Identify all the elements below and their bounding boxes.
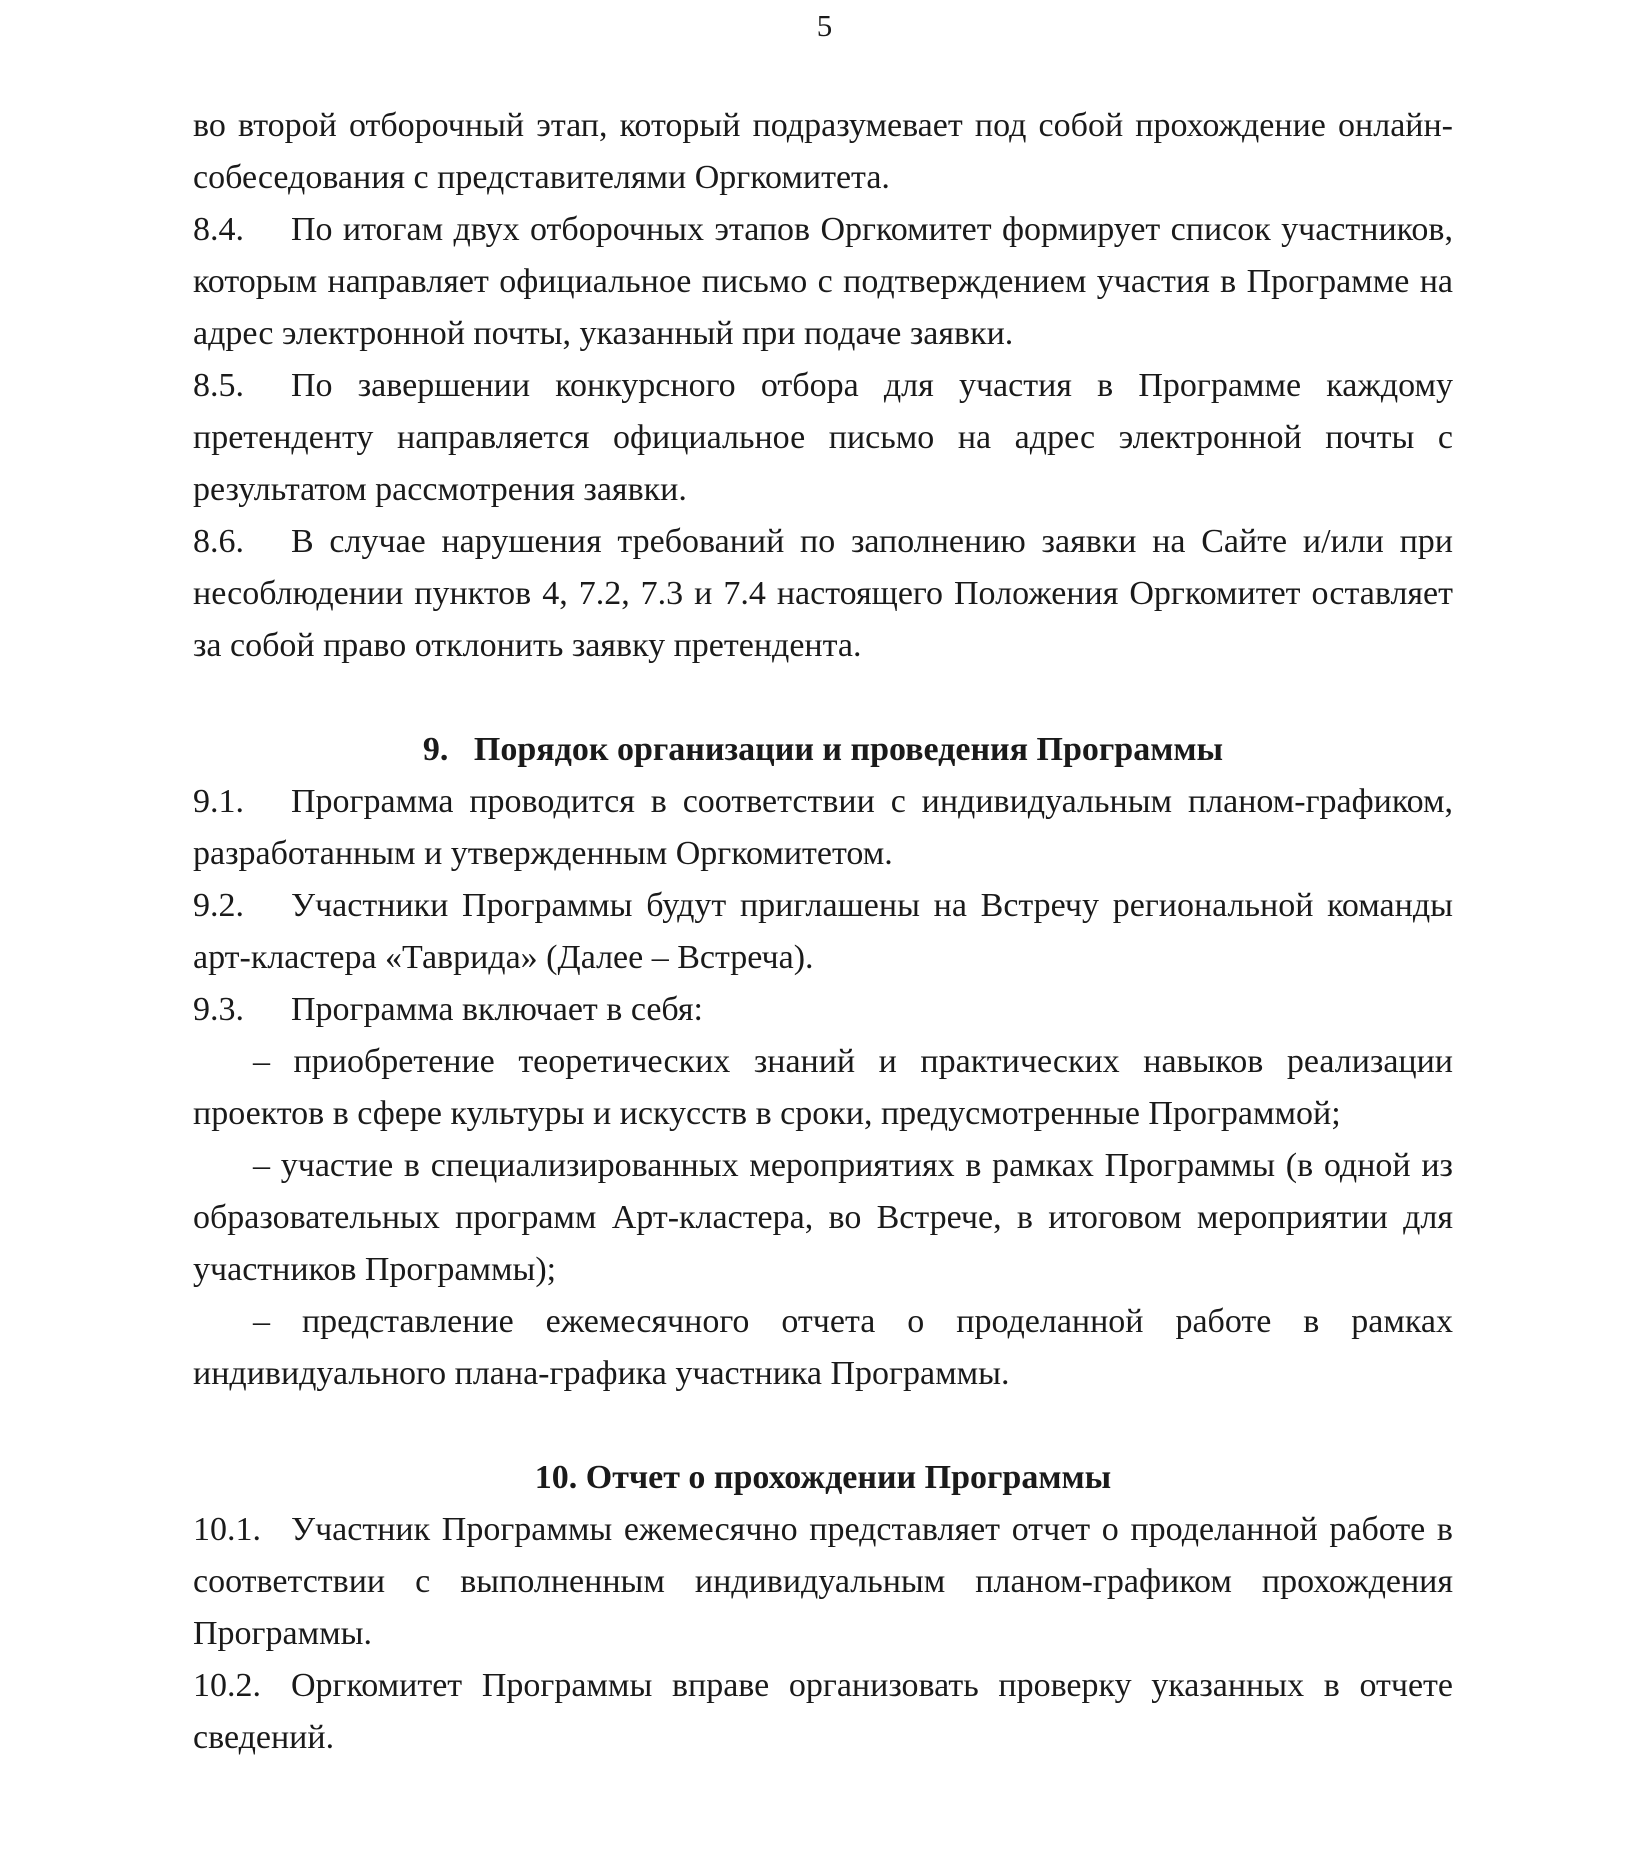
paragraph-9-2	[193, 880, 1453, 984]
paragraph-text: во второй отборочный этап, который подразумевает под собой прохождение онлайн-собеседования с представителями Оргкомитета.	[193, 107, 1453, 196]
paragraph-number: 8.5.	[193, 367, 244, 404]
paragraph-number: 8.6.	[193, 523, 244, 560]
paragraph-8-5	[193, 360, 1453, 516]
paragraph-continuation	[193, 100, 1453, 204]
paragraph-text: Участник Программы ежемесячно представляет отчет о проделанной работе в соответствии с выполненным индивидуальным планом-графиком прохождения Программы.	[193, 1511, 1453, 1652]
paragraph-text: Программа включает в себя:	[291, 991, 703, 1028]
paragraph-number: 9.1.	[193, 783, 244, 820]
paragraph-number: 10.2.	[193, 1667, 261, 1704]
paragraph-number: 9.2.	[193, 887, 244, 924]
document-body	[193, 100, 1453, 1764]
paragraph-9-1	[193, 776, 1453, 880]
paragraph-text: Участники Программы будут приглашены на Встречу региональной команды арт-кластера «Таврида» (Далее – Встреча).	[193, 887, 1453, 976]
paragraph-text: Оргкомитет Программы вправе организовать проверку указанных в отчете сведений.	[193, 1667, 1453, 1756]
paragraph-text: По завершении конкурсного отбора для участия в Программе каждому претенденту направляется официальное письмо на адрес электронной почты с результатом рассмотрения заявки.	[193, 367, 1453, 508]
paragraph-number: 10.1.	[193, 1511, 261, 1548]
paragraph-number: 8.4.	[193, 211, 244, 248]
list-item: – приобретение теоретических знаний и практических навыков реализации проектов в сфере культуры и искусств в сроки, предусмотренные Программой;	[193, 1043, 1453, 1132]
paragraph-10-1	[193, 1504, 1453, 1660]
section-10-heading: 10. Отчет о прохождении Программы	[534, 1459, 1112, 1496]
paragraph-10-2	[193, 1660, 1453, 1764]
paragraph-9-3	[193, 984, 1453, 1036]
page-number: 5	[816, 8, 833, 43]
paragraph-text: В случае нарушения требований по заполнению заявки на Сайте и/или при несоблюдении пунктов 4, 7.2, 7.3 и 7.4 настоящего Положения Оргкомитет оставляет за собой право отклонить заявку претендента.	[193, 523, 1453, 664]
paragraph-number: 9.3.	[193, 991, 244, 1028]
paragraph-8-4	[193, 204, 1453, 360]
paragraph-text: По итогам двух отборочных этапов Оргкомитет формирует список участников, которым направляет официальное письмо с подтверждением участия в Программе на адрес электронной почты, указанный при подаче заявки.	[193, 211, 1453, 352]
section-9-heading: 9. Порядок организации и проведения Программы	[422, 731, 1224, 768]
list-item: – представление ежемесячного отчета о проделанной работе в рамках индивидуального плана-графика участника Программы.	[193, 1303, 1453, 1392]
paragraph-8-6	[193, 516, 1453, 672]
paragraph-text: Программа проводится в соответствии с индивидуальным планом-графиком, разработанным и утвержденным Оргкомитетом.	[193, 783, 1453, 872]
list-item: – участие в специализированных мероприятиях в рамках Программы (в одной из образовательных программ Арт-кластера, во Встрече, в итоговом мероприятии для участников Программы);	[193, 1147, 1453, 1288]
